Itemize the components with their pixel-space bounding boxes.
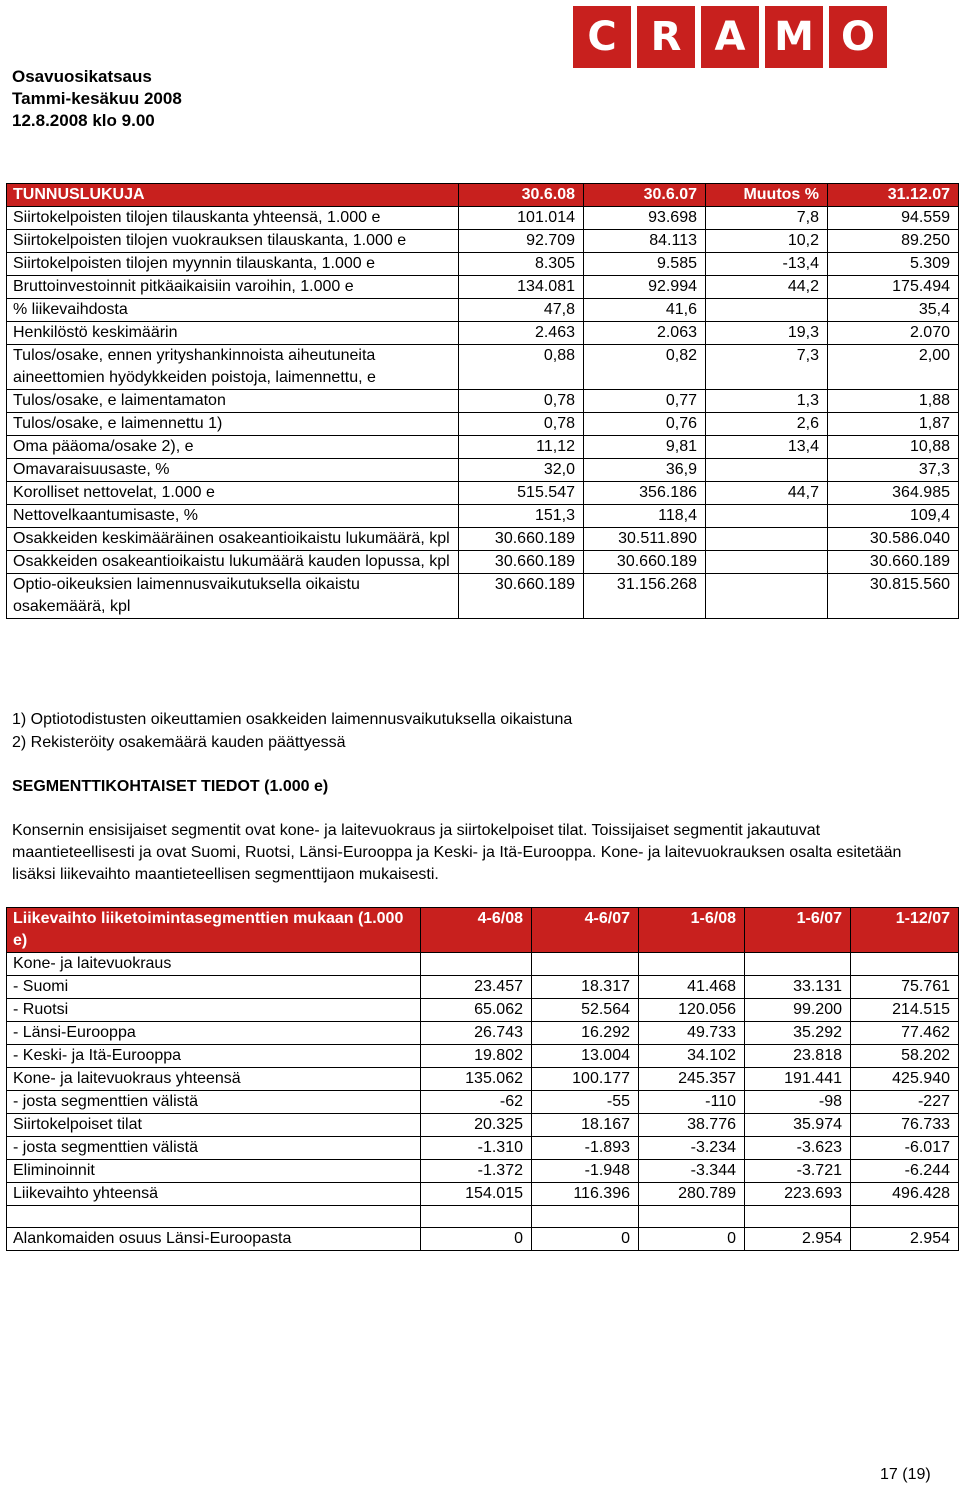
table-row	[7, 1114, 959, 1137]
table-cell-value: 364.985	[828, 482, 959, 505]
table-cell-value: 496.428	[851, 1183, 959, 1206]
table-cell-value: 44,2	[706, 276, 828, 299]
table-cell-value: 30.660.189	[584, 551, 706, 574]
table-cell-value	[639, 953, 745, 976]
table-row	[7, 1206, 959, 1228]
table-cell-value: 0,78	[459, 413, 584, 436]
kpi-table	[6, 183, 959, 619]
logo-letter: O	[829, 6, 887, 68]
table-cell-value: 16.292	[532, 1022, 639, 1045]
table-row	[7, 390, 959, 413]
table-cell-value: -3.721	[745, 1160, 851, 1183]
table-cell-value: 9.585	[584, 253, 706, 276]
table-cell-label: Osakkeiden keskimääräinen osakeantioikaistu lukumäärä, kpl	[7, 528, 459, 551]
column-header: 4-6/08	[421, 908, 532, 953]
table-cell-value: -13,4	[706, 253, 828, 276]
table-cell-value: 8.305	[459, 253, 584, 276]
table-row	[7, 207, 959, 230]
table-cell-value: 38.776	[639, 1114, 745, 1137]
footnote-2: 2) Rekisteröity osakemäärä kauden päättyessä	[12, 734, 346, 751]
table-cell-value: 10,88	[828, 436, 959, 459]
table-cell-value	[706, 505, 828, 528]
logo-letter: C	[573, 6, 631, 68]
table-cell-label: Oma pääoma/osake 2), e	[7, 436, 459, 459]
table-cell-label: - Ruotsi	[7, 999, 421, 1022]
table-cell-value: 30.660.189	[459, 528, 584, 551]
table-cell-value: 2.070	[828, 322, 959, 345]
table-cell-value: -1.372	[421, 1160, 532, 1183]
table-cell-value: -6.244	[851, 1160, 959, 1183]
table-row	[7, 436, 959, 459]
table-cell-value: 99.200	[745, 999, 851, 1022]
table-cell-value: 35.974	[745, 1114, 851, 1137]
table-cell-value: -55	[532, 1091, 639, 1114]
table-cell-value: 30.511.890	[584, 528, 706, 551]
page-number: 17 (19)	[880, 1466, 931, 1483]
logo-letter: R	[637, 6, 695, 68]
table-cell-value: 30.586.040	[828, 528, 959, 551]
table-cell-value: 223.693	[745, 1183, 851, 1206]
table-cell-value	[745, 953, 851, 976]
table-cell-value: -227	[851, 1091, 959, 1114]
segment-revenue-table	[6, 907, 959, 1251]
table-cell-value: 1,88	[828, 390, 959, 413]
table-cell-value: 30.660.189	[459, 551, 584, 574]
table-cell-value: -1.310	[421, 1137, 532, 1160]
table-cell-value: 47,8	[459, 299, 584, 322]
table-cell-value: -3.344	[639, 1160, 745, 1183]
table-cell-value: 65.062	[421, 999, 532, 1022]
table-cell-label: Siirtokelpoiset tilat	[7, 1114, 421, 1137]
table-cell-label	[7, 1206, 421, 1228]
column-header: Liikevaihto liiketoimintasegmenttien mukaan (1.000 e)	[7, 908, 421, 953]
table-row	[7, 976, 959, 999]
table-cell-value: 76.733	[851, 1114, 959, 1137]
table-cell-value: 0	[532, 1228, 639, 1251]
table-cell-value: 32,0	[459, 459, 584, 482]
cramo-logo	[573, 6, 887, 68]
logo-letter: A	[701, 6, 759, 68]
table-cell-value: 30.815.560	[828, 574, 959, 619]
table-cell-value	[706, 528, 828, 551]
table-cell-value: 30.660.189	[828, 551, 959, 574]
table-cell-value: 0,88	[459, 345, 584, 390]
table-cell-value: 515.547	[459, 482, 584, 505]
table-cell-label: - Länsi-Eurooppa	[7, 1022, 421, 1045]
column-header: TUNNUSLUKUJA	[7, 184, 459, 207]
table-cell-label: Siirtokelpoisten tilojen myynnin tilauskanta, 1.000 e	[7, 253, 459, 276]
footnote-1: 1) Optiotodistusten oikeuttamien osakkeiden laimennusvaikutuksella oikaistuna	[12, 711, 573, 728]
table-cell-value: 214.515	[851, 999, 959, 1022]
logo-letter: M	[765, 6, 823, 68]
table-row	[7, 413, 959, 436]
table-cell-value: 0,77	[584, 390, 706, 413]
table-cell-value: 52.564	[532, 999, 639, 1022]
table-cell-label: % liikevaihdosta	[7, 299, 459, 322]
table-cell-value: 18.317	[532, 976, 639, 999]
table-cell-value: 356.186	[584, 482, 706, 505]
table-cell-value: 0,82	[584, 345, 706, 390]
table-cell-value: 35.292	[745, 1022, 851, 1045]
table-cell-label: Siirtokelpoisten tilojen vuokrauksen tilauskanta, 1.000 e	[7, 230, 459, 253]
table-cell-value: 151,3	[459, 505, 584, 528]
table-cell-value: -1.948	[532, 1160, 639, 1183]
table-cell-label: Osakkeiden osakeantioikaistu lukumäärä kauden lopussa, kpl	[7, 551, 459, 574]
table-cell-label: Kone- ja laitevuokraus yhteensä	[7, 1068, 421, 1091]
table-cell-label: - Keski- ja Itä-Eurooppa	[7, 1045, 421, 1068]
table-cell-label: - Suomi	[7, 976, 421, 999]
table-cell-value: 92.709	[459, 230, 584, 253]
table-cell-value: 175.494	[828, 276, 959, 299]
table-cell-value: 101.014	[459, 207, 584, 230]
table-cell-label: Bruttoinvestoinnit pitkäaikaisiin varoihin, 1.000 e	[7, 276, 459, 299]
table-row	[7, 1228, 959, 1251]
table-cell-value: 33.131	[745, 976, 851, 999]
table-cell-label: Kone- ja laitevuokraus	[7, 953, 421, 976]
table-cell-label: Siirtokelpoisten tilojen tilauskanta yhteensä, 1.000 e	[7, 207, 459, 230]
table-cell-value: 1,87	[828, 413, 959, 436]
table-cell-value: 41.468	[639, 976, 745, 999]
table-row	[7, 482, 959, 505]
table-row	[7, 953, 959, 976]
table-row	[7, 999, 959, 1022]
table-cell-value: -6.017	[851, 1137, 959, 1160]
table-cell-value: 20.325	[421, 1114, 532, 1137]
table-cell-label: Henkilöstö keskimäärin	[7, 322, 459, 345]
table-cell-value: 23.818	[745, 1045, 851, 1068]
table-cell-value: 0	[639, 1228, 745, 1251]
table-header-row	[7, 908, 959, 953]
table-cell-label: Alankomaiden osuus Länsi-Euroopasta	[7, 1228, 421, 1251]
table-cell-value: 2.463	[459, 322, 584, 345]
table-row	[7, 276, 959, 299]
table-cell-label: Tulos/osake, ennen yrityshankinnoista aiheutuneita aineettomien hyödykkeiden poistoja, laimennettu, e	[7, 345, 459, 390]
table-cell-value	[706, 459, 828, 482]
table-cell-value: 2.063	[584, 322, 706, 345]
table-cell-value: 34.102	[639, 1045, 745, 1068]
table-row	[7, 230, 959, 253]
column-header: 4-6/07	[532, 908, 639, 953]
table-cell-value: 13,4	[706, 436, 828, 459]
table-cell-value	[706, 551, 828, 574]
table-row	[7, 345, 959, 390]
table-row	[7, 1183, 959, 1206]
table-cell-value: 58.202	[851, 1045, 959, 1068]
table-cell-label: - josta segmenttien välistä	[7, 1091, 421, 1114]
table-header-row	[7, 184, 959, 207]
table-cell-value: 19.802	[421, 1045, 532, 1068]
table-cell-value: 7,8	[706, 207, 828, 230]
table-cell-value: -3.623	[745, 1137, 851, 1160]
table-cell-value: 2.954	[745, 1228, 851, 1251]
table-cell-value: 120.056	[639, 999, 745, 1022]
table-cell-value	[745, 1206, 851, 1228]
table-cell-value: 37,3	[828, 459, 959, 482]
table-cell-value: 109,4	[828, 505, 959, 528]
table-cell-value: 280.789	[639, 1183, 745, 1206]
table-cell-value: 0,78	[459, 390, 584, 413]
table-row	[7, 1137, 959, 1160]
table-row	[7, 574, 959, 619]
table-cell-value: -62	[421, 1091, 532, 1114]
table-cell-value	[421, 1206, 532, 1228]
table-cell-value: 11,12	[459, 436, 584, 459]
table-cell-value: 0,76	[584, 413, 706, 436]
table-cell-value: 89.250	[828, 230, 959, 253]
table-cell-value: 116.396	[532, 1183, 639, 1206]
table-row	[7, 299, 959, 322]
table-row	[7, 1045, 959, 1068]
column-header: 30.6.08	[459, 184, 584, 207]
table-cell-value: 191.441	[745, 1068, 851, 1091]
table-row	[7, 1160, 959, 1183]
table-cell-value: 49.733	[639, 1022, 745, 1045]
table-cell-value: 118,4	[584, 505, 706, 528]
table-cell-value: 135.062	[421, 1068, 532, 1091]
header-title: Osavuosikatsaus	[12, 67, 152, 86]
table-cell-value	[532, 1206, 639, 1228]
header-date: 12.8.2008 klo 9.00	[12, 111, 155, 130]
table-cell-value: 2,00	[828, 345, 959, 390]
table-cell-value: 23.457	[421, 976, 532, 999]
table-cell-value	[639, 1206, 745, 1228]
table-cell-value: 94.559	[828, 207, 959, 230]
table-cell-value: -98	[745, 1091, 851, 1114]
table-cell-value: 245.357	[639, 1068, 745, 1091]
table-cell-value	[706, 574, 828, 619]
table-cell-value: 41,6	[584, 299, 706, 322]
table-cell-value: 134.081	[459, 276, 584, 299]
table-row	[7, 322, 959, 345]
table-cell-value: 77.462	[851, 1022, 959, 1045]
table-cell-label: Tulos/osake, e laimentamaton	[7, 390, 459, 413]
table-row	[7, 505, 959, 528]
table-cell-value: -1.893	[532, 1137, 639, 1160]
report-header	[12, 66, 182, 132]
table-row	[7, 1091, 959, 1114]
table-cell-value: 154.015	[421, 1183, 532, 1206]
table-cell-value: 31.156.268	[584, 574, 706, 619]
table-cell-label: Liikevaihto yhteensä	[7, 1183, 421, 1206]
table-cell-label: Omavaraisuusaste, %	[7, 459, 459, 482]
table-cell-label: Nettovelkaantumisaste, %	[7, 505, 459, 528]
table-cell-label: Korolliset nettovelat, 1.000 e	[7, 482, 459, 505]
table-cell-value: 35,4	[828, 299, 959, 322]
table-cell-value	[851, 953, 959, 976]
header-period: Tammi-kesäkuu 2008	[12, 89, 182, 108]
table-cell-value: 5.309	[828, 253, 959, 276]
table-cell-value: 84.113	[584, 230, 706, 253]
table-row	[7, 459, 959, 482]
table-cell-label: Eliminoinnit	[7, 1160, 421, 1183]
column-header: 1-12/07	[851, 908, 959, 953]
table-cell-value: 2,6	[706, 413, 828, 436]
table-cell-value: 92.994	[584, 276, 706, 299]
table-cell-value: 36,9	[584, 459, 706, 482]
table-cell-value: 7,3	[706, 345, 828, 390]
column-header: 1-6/07	[745, 908, 851, 953]
table-cell-value: 30.660.189	[459, 574, 584, 619]
table-cell-value: 425.940	[851, 1068, 959, 1091]
table-cell-value: 2.954	[851, 1228, 959, 1251]
table-cell-value: 44,7	[706, 482, 828, 505]
table-cell-value: 1,3	[706, 390, 828, 413]
table-cell-value: 18.167	[532, 1114, 639, 1137]
column-header: 1-6/08	[639, 908, 745, 953]
table-cell-value	[532, 953, 639, 976]
table-cell-value	[851, 1206, 959, 1228]
table-cell-label: Optio-oikeuksien laimennusvaikutuksella oikaistu osakemäärä, kpl	[7, 574, 459, 619]
table-row	[7, 551, 959, 574]
table-cell-value: 93.698	[584, 207, 706, 230]
table-cell-label: - josta segmenttien välistä	[7, 1137, 421, 1160]
table-cell-value: 0	[421, 1228, 532, 1251]
table-cell-value: 100.177	[532, 1068, 639, 1091]
table-row	[7, 528, 959, 551]
segment-heading: SEGMENTTIKOHTAISET TIEDOT (1.000 e)	[12, 778, 329, 795]
column-header: 31.12.07	[828, 184, 959, 207]
table-cell-value: 75.761	[851, 976, 959, 999]
table-cell-value: 9,81	[584, 436, 706, 459]
table-cell-value: -110	[639, 1091, 745, 1114]
table-cell-value	[706, 299, 828, 322]
table-cell-value	[421, 953, 532, 976]
table-cell-value: 19,3	[706, 322, 828, 345]
table-row	[7, 253, 959, 276]
segment-paragraph: Konsernin ensisijaiset segmentit ovat kone- ja laitevuokraus ja siirtokelpoiset tilat. Toissijaiset segmentit jakautuvat maantieteellisesti ja ovat Suomi, Ruotsi, Länsi-Eurooppa ja Keski- ja Itä-Eurooppa. Kone- ja laitevuokrauksen osalta esitetään lisäksi liikevaihto maantieteellisen segmenttijaon mukaisesti.	[12, 822, 902, 883]
column-header: Muutos %	[706, 184, 828, 207]
table-cell-value: 13.004	[532, 1045, 639, 1068]
table-row	[7, 1068, 959, 1091]
column-header: 30.6.07	[584, 184, 706, 207]
table-cell-value: 10,2	[706, 230, 828, 253]
table-cell-label: Tulos/osake, e laimennettu 1)	[7, 413, 459, 436]
table-cell-value: -3.234	[639, 1137, 745, 1160]
table-cell-value: 26.743	[421, 1022, 532, 1045]
table-row	[7, 1022, 959, 1045]
